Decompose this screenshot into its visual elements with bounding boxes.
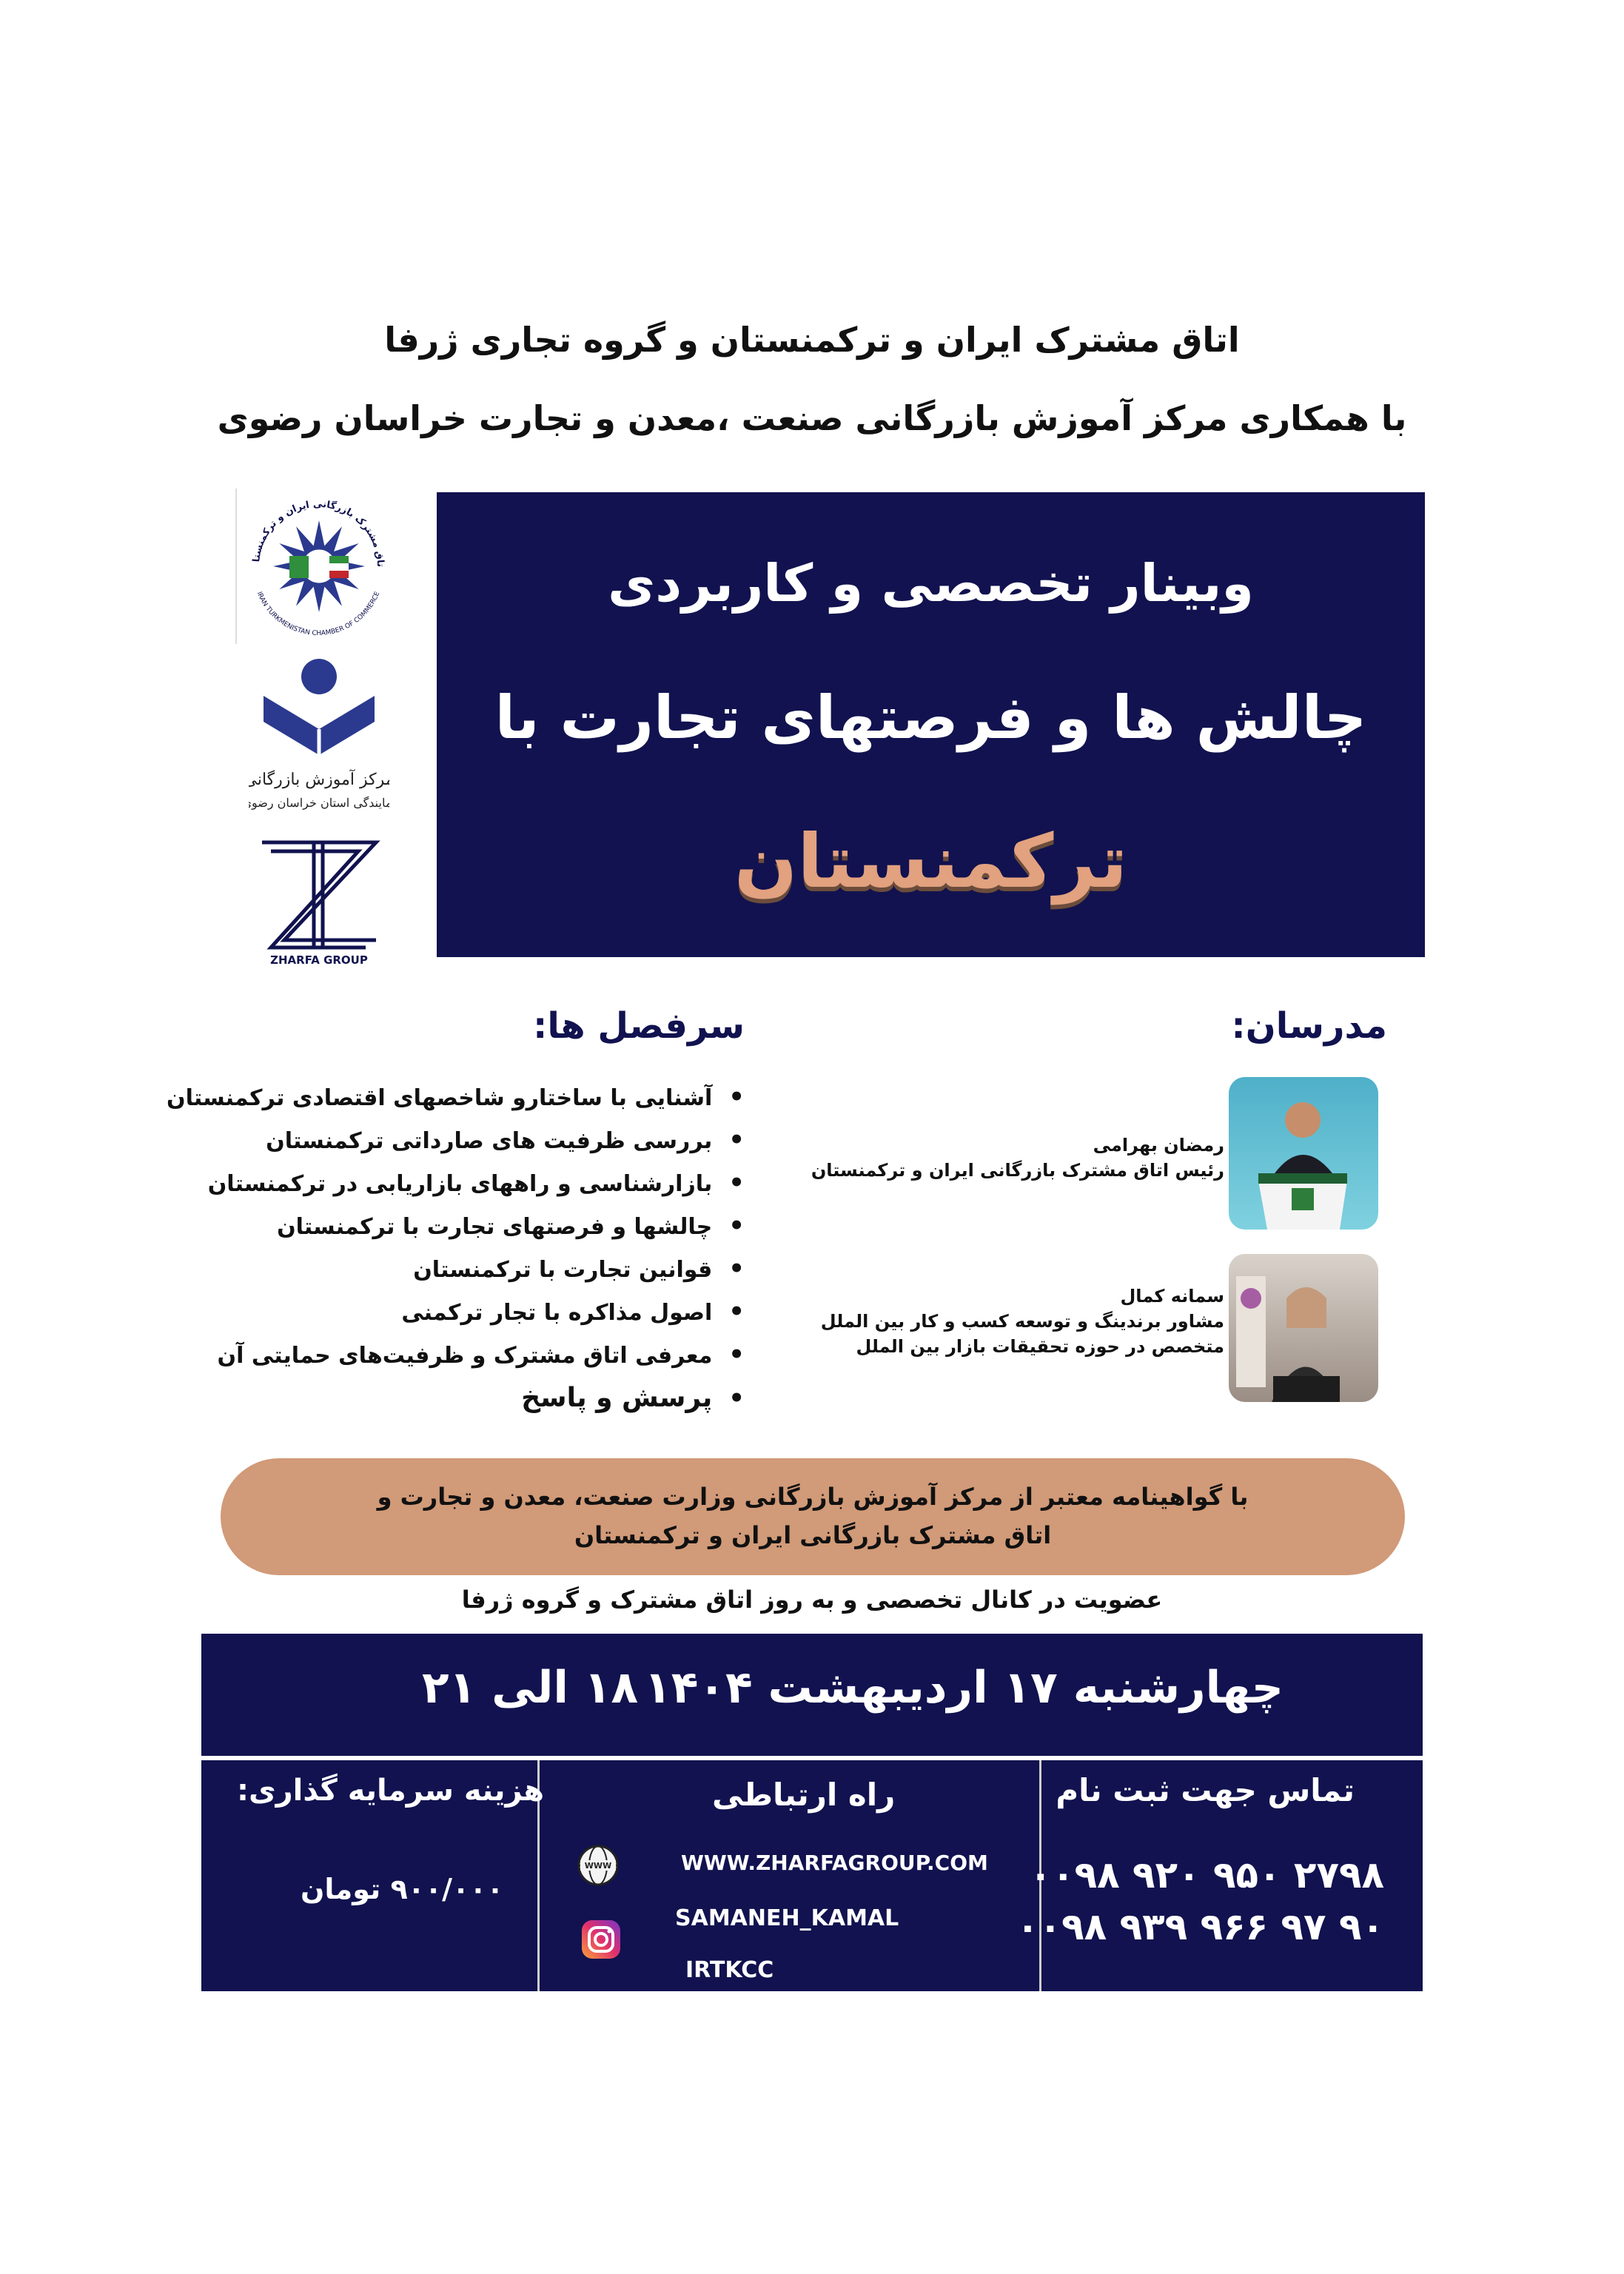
topic-item: • آشنایی با ساختارو شاخصهای اقتصادی ترکمنستان <box>167 1082 745 1112</box>
certificate-banner <box>221 1458 1405 1575</box>
chamber-logo-text-top: تاق مشترک بازرگانی ایران و ترکمنستا <box>251 498 386 568</box>
website-link[interactable]: WWW.ZHARFAGROUP.COM <box>681 1851 988 1875</box>
instructor-photo-1 <box>1229 1077 1378 1230</box>
instagram-icon <box>580 1919 622 1960</box>
schedule-date: چهارشنبه ۱۷ اردیبهشت ۱۴۰۴ <box>644 1662 1284 1714</box>
title-line-2: چالش ها و فرصتهای تجارت با <box>494 683 1367 752</box>
instructor-2-role: مشاور برندینگ و توسعه کسب و کار بین الملل <box>820 1311 1224 1332</box>
zharfa-logo <box>255 836 383 970</box>
title-line-3: ترکمنستان <box>734 818 1128 905</box>
info-band <box>201 1760 1423 1991</box>
topic-item: • پرسش و پاسخ <box>167 1383 745 1413</box>
contact-heading: تماس جهت ثبت نام <box>1056 1772 1355 1808</box>
globe-icon <box>576 1843 620 1888</box>
fee-heading: هزینه سرمایه گذاری: <box>237 1774 545 1808</box>
instructor-2-name: سمانه کمال <box>1120 1286 1224 1307</box>
chamber-logo <box>235 489 401 644</box>
topics-heading: سرفصل ها: <box>533 1005 745 1047</box>
fee-amount: ۹۰۰/۰۰۰ تومان <box>301 1873 504 1905</box>
instructor-2-info <box>821 1284 1224 1359</box>
topic-item: • قوانین تجارت با ترکمنستان <box>167 1254 745 1284</box>
contact-phone-1[interactable]: ۰۰۹۸ ۹۲۰ ۹۵۰ ۲۷۹۸ <box>1029 1854 1384 1896</box>
education-logo-text-1: مرکز آموزش بازرگانی <box>249 771 389 789</box>
instructors-heading: مدرسان: <box>1231 1005 1387 1047</box>
contact-phone-2[interactable]: ۰۰۹۸ ۹۳۹ ۹۶۶ ۹۷ ۹۰ <box>1016 1905 1384 1948</box>
topic-item: • بررسی ظرفیت های صارداتی ترکمنستان <box>167 1125 745 1155</box>
instructor-1-name: رمضان بهرامی <box>1093 1135 1224 1156</box>
education-center-logo <box>249 651 389 829</box>
instructor-1-role: رئیس اتاق مشترک بازرگانی ایران و ترکمنستان <box>811 1160 1224 1181</box>
certificate-line-2: اتاق مشترک بازرگانی ایران و ترکمنستان <box>574 1521 1052 1549</box>
instructor-1-info <box>811 1133 1224 1183</box>
channels-heading: راه ارتباطی <box>712 1777 896 1813</box>
topics-list <box>167 1082 745 1426</box>
instructor-2-role-2: متخصص در حوزه تحقیقات بازار بین الملل <box>856 1336 1224 1357</box>
schedule-band <box>201 1634 1423 1756</box>
instagram-handle-1[interactable]: SAMANEH_KAMAL <box>675 1905 899 1931</box>
header-line-1: اتاق مشترک ایران و ترکمنستان و گروه تجاری ژرفا <box>384 320 1240 360</box>
certificate-line-1: با گواهینامه معتبر از مرکز آموزش بازرگانی وزارت صنعت، معدن و تجارت و <box>377 1483 1249 1511</box>
webinar-title-box <box>437 492 1425 957</box>
title-line-1: وبینار تخصصی و کاربردی <box>608 553 1254 614</box>
membership-text: عضویت در کانال تخصصی و به روز اتاق مشترک و گروه ژرفا <box>461 1586 1163 1614</box>
topic-item: • چالشها و فرصتهای تجارت با ترکمنستان <box>167 1211 745 1241</box>
instructor-photo-2 <box>1229 1254 1378 1402</box>
header-line-2: با همکاری مرکز آموزش بازرگانی صنعت ،معدن و تجارت خراسان رضوی <box>217 398 1407 438</box>
education-logo-text-2: نمایندگی استان خراسان رضوی <box>249 796 389 810</box>
instagram-handle-2[interactable]: IRTKCC <box>685 1957 774 1983</box>
topic-item: • معرفی اتاق مشترک و ظرفیت‌های حمایتی آن <box>167 1340 745 1369</box>
chamber-logo-text-bottom: IRAN TURKMENISTAN CHAMBER OF COMMERCE <box>255 591 382 638</box>
globe-icon-text: WWW <box>584 1861 612 1871</box>
topic-item: • اصول مذاکره با تجار ترکمنی <box>167 1297 745 1326</box>
topic-item: • بازارشناسی و راههای بازاریابی در ترکمنستان <box>167 1168 745 1198</box>
schedule-time: ۱۸ الی ۲۱ <box>422 1662 639 1714</box>
zharfa-logo-caption: ZHARFA GROUP <box>270 953 368 967</box>
